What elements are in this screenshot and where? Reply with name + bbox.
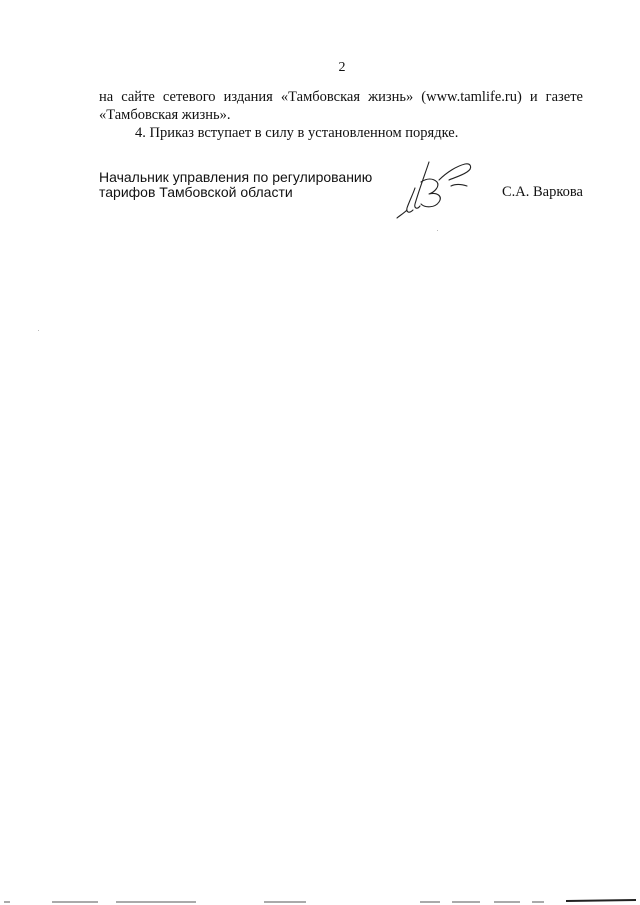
paragraph-publication-line2: «Тамбовская жизнь». bbox=[99, 107, 231, 123]
paragraph-publication bbox=[99, 88, 583, 124]
page-number: 2 bbox=[338, 60, 346, 75]
paragraph-effective-date: 4. Приказ вступает в силу в установленном порядке. bbox=[135, 125, 459, 141]
scan-edge-noise bbox=[0, 896, 640, 905]
signer-name: С.А. Варкова bbox=[501, 184, 583, 200]
paragraph-publication-line1: на сайте сетевого издания «Тамбовская жизнь» (www.tamlife.ru) и газете bbox=[99, 89, 583, 105]
signer-position-line2: тарифов Тамбовской области bbox=[99, 184, 293, 200]
signature-block bbox=[99, 170, 583, 240]
handwritten-signature-icon bbox=[395, 158, 485, 220]
scan-speck bbox=[437, 230, 438, 231]
scan-speck bbox=[38, 330, 39, 331]
document-body bbox=[99, 88, 583, 142]
signer-position-line1: Начальник управления по регулированию bbox=[99, 169, 373, 185]
signer-position bbox=[99, 170, 372, 200]
